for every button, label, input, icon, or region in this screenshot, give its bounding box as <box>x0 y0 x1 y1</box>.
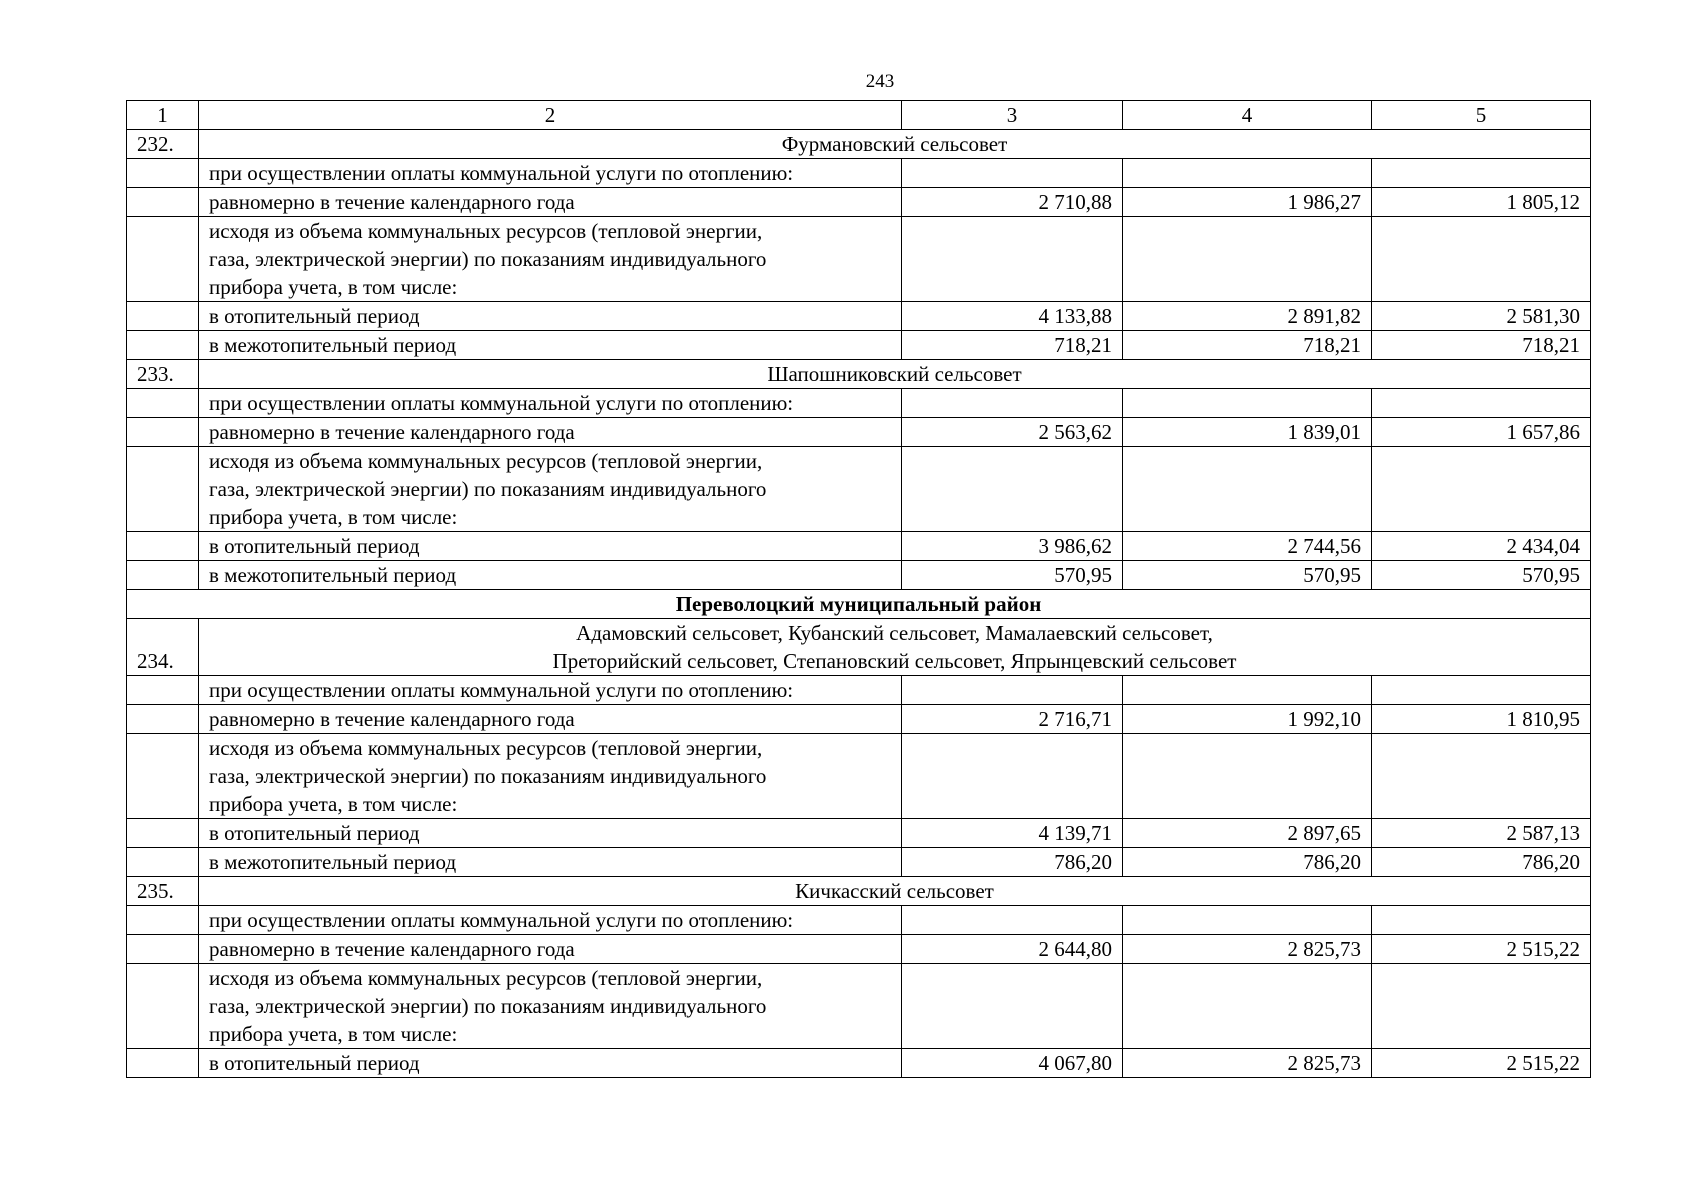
header-cell-2: 2 <box>199 101 902 130</box>
text-line: газа, электрической энергии) по показаниям индивидуального <box>209 477 767 501</box>
value-col-3 <box>902 906 1123 935</box>
text-line: газа, электрической энергии) по показаниям индивидуального <box>209 247 767 271</box>
value-col-4: 1 986,27 <box>1123 188 1372 217</box>
value-col-5: 2 581,30 <box>1372 302 1591 331</box>
value-col-4 <box>1123 964 1372 1049</box>
row-label: при осуществлении оплаты коммунальной услуги по отоплению: <box>199 159 902 188</box>
section-title: Шапошниковский сельсовет <box>199 360 1591 389</box>
value-col-3: 2 716,71 <box>902 705 1123 734</box>
row-label: в межотопительный период <box>199 331 902 360</box>
row-label: при осуществлении оплаты коммунальной услуги по отоплению: <box>199 906 902 935</box>
row-number <box>127 848 199 877</box>
row-label: в межотопительный период <box>199 848 902 877</box>
value-col-5: 570,95 <box>1372 561 1591 590</box>
row-label <box>199 447 902 532</box>
text-line: газа, электрической энергии) по показаниям индивидуального <box>209 994 767 1018</box>
value-col-5 <box>1372 447 1591 532</box>
table-row <box>127 418 1591 447</box>
header-cell-3: 3 <box>902 101 1123 130</box>
row-label <box>199 734 902 819</box>
value-col-5: 2 587,13 <box>1372 819 1591 848</box>
table-row <box>127 819 1591 848</box>
value-col-5: 2 434,04 <box>1372 532 1591 561</box>
section-row <box>127 360 1591 389</box>
value-col-4 <box>1123 734 1372 819</box>
row-number <box>127 217 199 302</box>
row-number: 233. <box>127 360 199 389</box>
row-label: равномерно в течение календарного года <box>199 188 902 217</box>
table-row <box>127 676 1591 705</box>
row-number <box>127 734 199 819</box>
value-col-4: 1 992,10 <box>1123 705 1372 734</box>
row-number <box>127 705 199 734</box>
row-number <box>127 935 199 964</box>
row-label: при осуществлении оплаты коммунальной услуги по отоплению: <box>199 676 902 705</box>
row-number: 234. <box>127 619 199 676</box>
row-number <box>127 389 199 418</box>
text-line: исходя из объема коммунальных ресурсов (тепловой энергии, <box>209 966 763 990</box>
table-row <box>127 447 1591 532</box>
row-number <box>127 906 199 935</box>
text-line: прибора учета, в том числе: <box>209 275 458 299</box>
row-number: 232. <box>127 130 199 159</box>
value-col-5: 1 810,95 <box>1372 705 1591 734</box>
value-col-4: 2 825,73 <box>1123 935 1372 964</box>
district-title: Переволоцкий муниципальный район <box>127 590 1591 619</box>
value-col-4 <box>1123 447 1372 532</box>
section-title: Кичкасский сельсовет <box>199 877 1591 906</box>
value-col-5: 2 515,22 <box>1372 935 1591 964</box>
value-col-3: 4 067,80 <box>902 1049 1123 1078</box>
table-row <box>127 389 1591 418</box>
value-col-3: 570,95 <box>902 561 1123 590</box>
district-row <box>127 590 1591 619</box>
section-row <box>127 130 1591 159</box>
value-col-5: 718,21 <box>1372 331 1591 360</box>
text-line: исходя из объема коммунальных ресурсов (тепловой энергии, <box>209 449 763 473</box>
table-row <box>127 302 1591 331</box>
value-col-3: 2 644,80 <box>902 935 1123 964</box>
row-number <box>127 159 199 188</box>
row-number <box>127 302 199 331</box>
row-label: равномерно в течение календарного года <box>199 418 902 447</box>
row-number <box>127 819 199 848</box>
table-row <box>127 532 1591 561</box>
value-col-5 <box>1372 676 1591 705</box>
table-row <box>127 159 1591 188</box>
row-label <box>199 217 902 302</box>
tariff-table <box>126 100 1591 1078</box>
value-col-4: 2 897,65 <box>1123 819 1372 848</box>
row-number <box>127 676 199 705</box>
table-row <box>127 734 1591 819</box>
value-col-5 <box>1372 217 1591 302</box>
value-col-5 <box>1372 389 1591 418</box>
table-row <box>127 964 1591 1049</box>
row-label: равномерно в течение календарного года <box>199 935 902 964</box>
value-col-3 <box>902 734 1123 819</box>
value-col-3: 786,20 <box>902 848 1123 877</box>
section-title <box>199 619 1591 676</box>
value-col-4: 1 839,01 <box>1123 418 1372 447</box>
value-col-4 <box>1123 676 1372 705</box>
value-col-5 <box>1372 734 1591 819</box>
row-number <box>127 447 199 532</box>
row-number <box>127 1049 199 1078</box>
table-row <box>127 217 1591 302</box>
table-row <box>127 935 1591 964</box>
value-col-3 <box>902 447 1123 532</box>
row-label: в отопительный период <box>199 302 902 331</box>
text-line: прибора учета, в том числе: <box>209 792 458 816</box>
row-number <box>127 964 199 1049</box>
table-row <box>127 848 1591 877</box>
value-col-4: 2 744,56 <box>1123 532 1372 561</box>
value-col-3 <box>902 217 1123 302</box>
table-row <box>127 705 1591 734</box>
row-label: в отопительный период <box>199 532 902 561</box>
table-row <box>127 561 1591 590</box>
value-col-5: 1 805,12 <box>1372 188 1591 217</box>
row-label: в межотопительный период <box>199 561 902 590</box>
value-col-5 <box>1372 906 1591 935</box>
row-label: в отопительный период <box>199 819 902 848</box>
row-number <box>127 331 199 360</box>
text-line: Адамовский сельсовет, Кубанский сельсовет, Мамалаевский сельсовет, <box>576 621 1213 645</box>
table-body <box>127 101 1591 1078</box>
value-col-4 <box>1123 159 1372 188</box>
value-col-5 <box>1372 964 1591 1049</box>
value-col-4: 718,21 <box>1123 331 1372 360</box>
row-label: в отопительный период <box>199 1049 902 1078</box>
value-col-3 <box>902 676 1123 705</box>
row-number <box>127 532 199 561</box>
row-label: равномерно в течение календарного года <box>199 705 902 734</box>
text-line: прибора учета, в том числе: <box>209 505 458 529</box>
row-number <box>127 418 199 447</box>
value-col-3: 4 133,88 <box>902 302 1123 331</box>
header-row <box>127 101 1591 130</box>
row-label: при осуществлении оплаты коммунальной услуги по отоплению: <box>199 389 902 418</box>
value-col-5 <box>1372 159 1591 188</box>
value-col-4: 2 825,73 <box>1123 1049 1372 1078</box>
value-col-3: 3 986,62 <box>902 532 1123 561</box>
text-line: исходя из объема коммунальных ресурсов (тепловой энергии, <box>209 736 763 760</box>
table-row <box>127 906 1591 935</box>
text-line: исходя из объема коммунальных ресурсов (тепловой энергии, <box>209 219 763 243</box>
value-col-4: 786,20 <box>1123 848 1372 877</box>
value-col-3 <box>902 389 1123 418</box>
value-col-4 <box>1123 217 1372 302</box>
value-col-4: 2 891,82 <box>1123 302 1372 331</box>
header-cell-4: 4 <box>1123 101 1372 130</box>
value-col-4 <box>1123 906 1372 935</box>
text-line: Преторийский сельсовет, Степановский сельсовет, Япрынцевский сельсовет <box>552 649 1237 673</box>
value-col-3 <box>902 964 1123 1049</box>
header-cell-1: 1 <box>127 101 199 130</box>
value-col-5: 1 657,86 <box>1372 418 1591 447</box>
row-number <box>127 561 199 590</box>
value-col-3: 2 710,88 <box>902 188 1123 217</box>
value-col-5: 786,20 <box>1372 848 1591 877</box>
table-row <box>127 188 1591 217</box>
section-row <box>127 619 1591 676</box>
value-col-3: 4 139,71 <box>902 819 1123 848</box>
section-row <box>127 877 1591 906</box>
row-number: 235. <box>127 877 199 906</box>
value-col-3: 2 563,62 <box>902 418 1123 447</box>
text-line: прибора учета, в том числе: <box>209 1022 458 1046</box>
header-cell-5: 5 <box>1372 101 1591 130</box>
value-col-5: 2 515,22 <box>1372 1049 1591 1078</box>
section-title: Фурмановский сельсовет <box>199 130 1591 159</box>
row-label <box>199 964 902 1049</box>
text-line: газа, электрической энергии) по показаниям индивидуального <box>209 764 767 788</box>
table-row <box>127 331 1591 360</box>
value-col-4: 570,95 <box>1123 561 1372 590</box>
value-col-3 <box>902 159 1123 188</box>
table-row <box>127 1049 1591 1078</box>
row-number <box>127 188 199 217</box>
value-col-4 <box>1123 389 1372 418</box>
value-col-3: 718,21 <box>902 331 1123 360</box>
page-number: 243 <box>865 71 895 92</box>
